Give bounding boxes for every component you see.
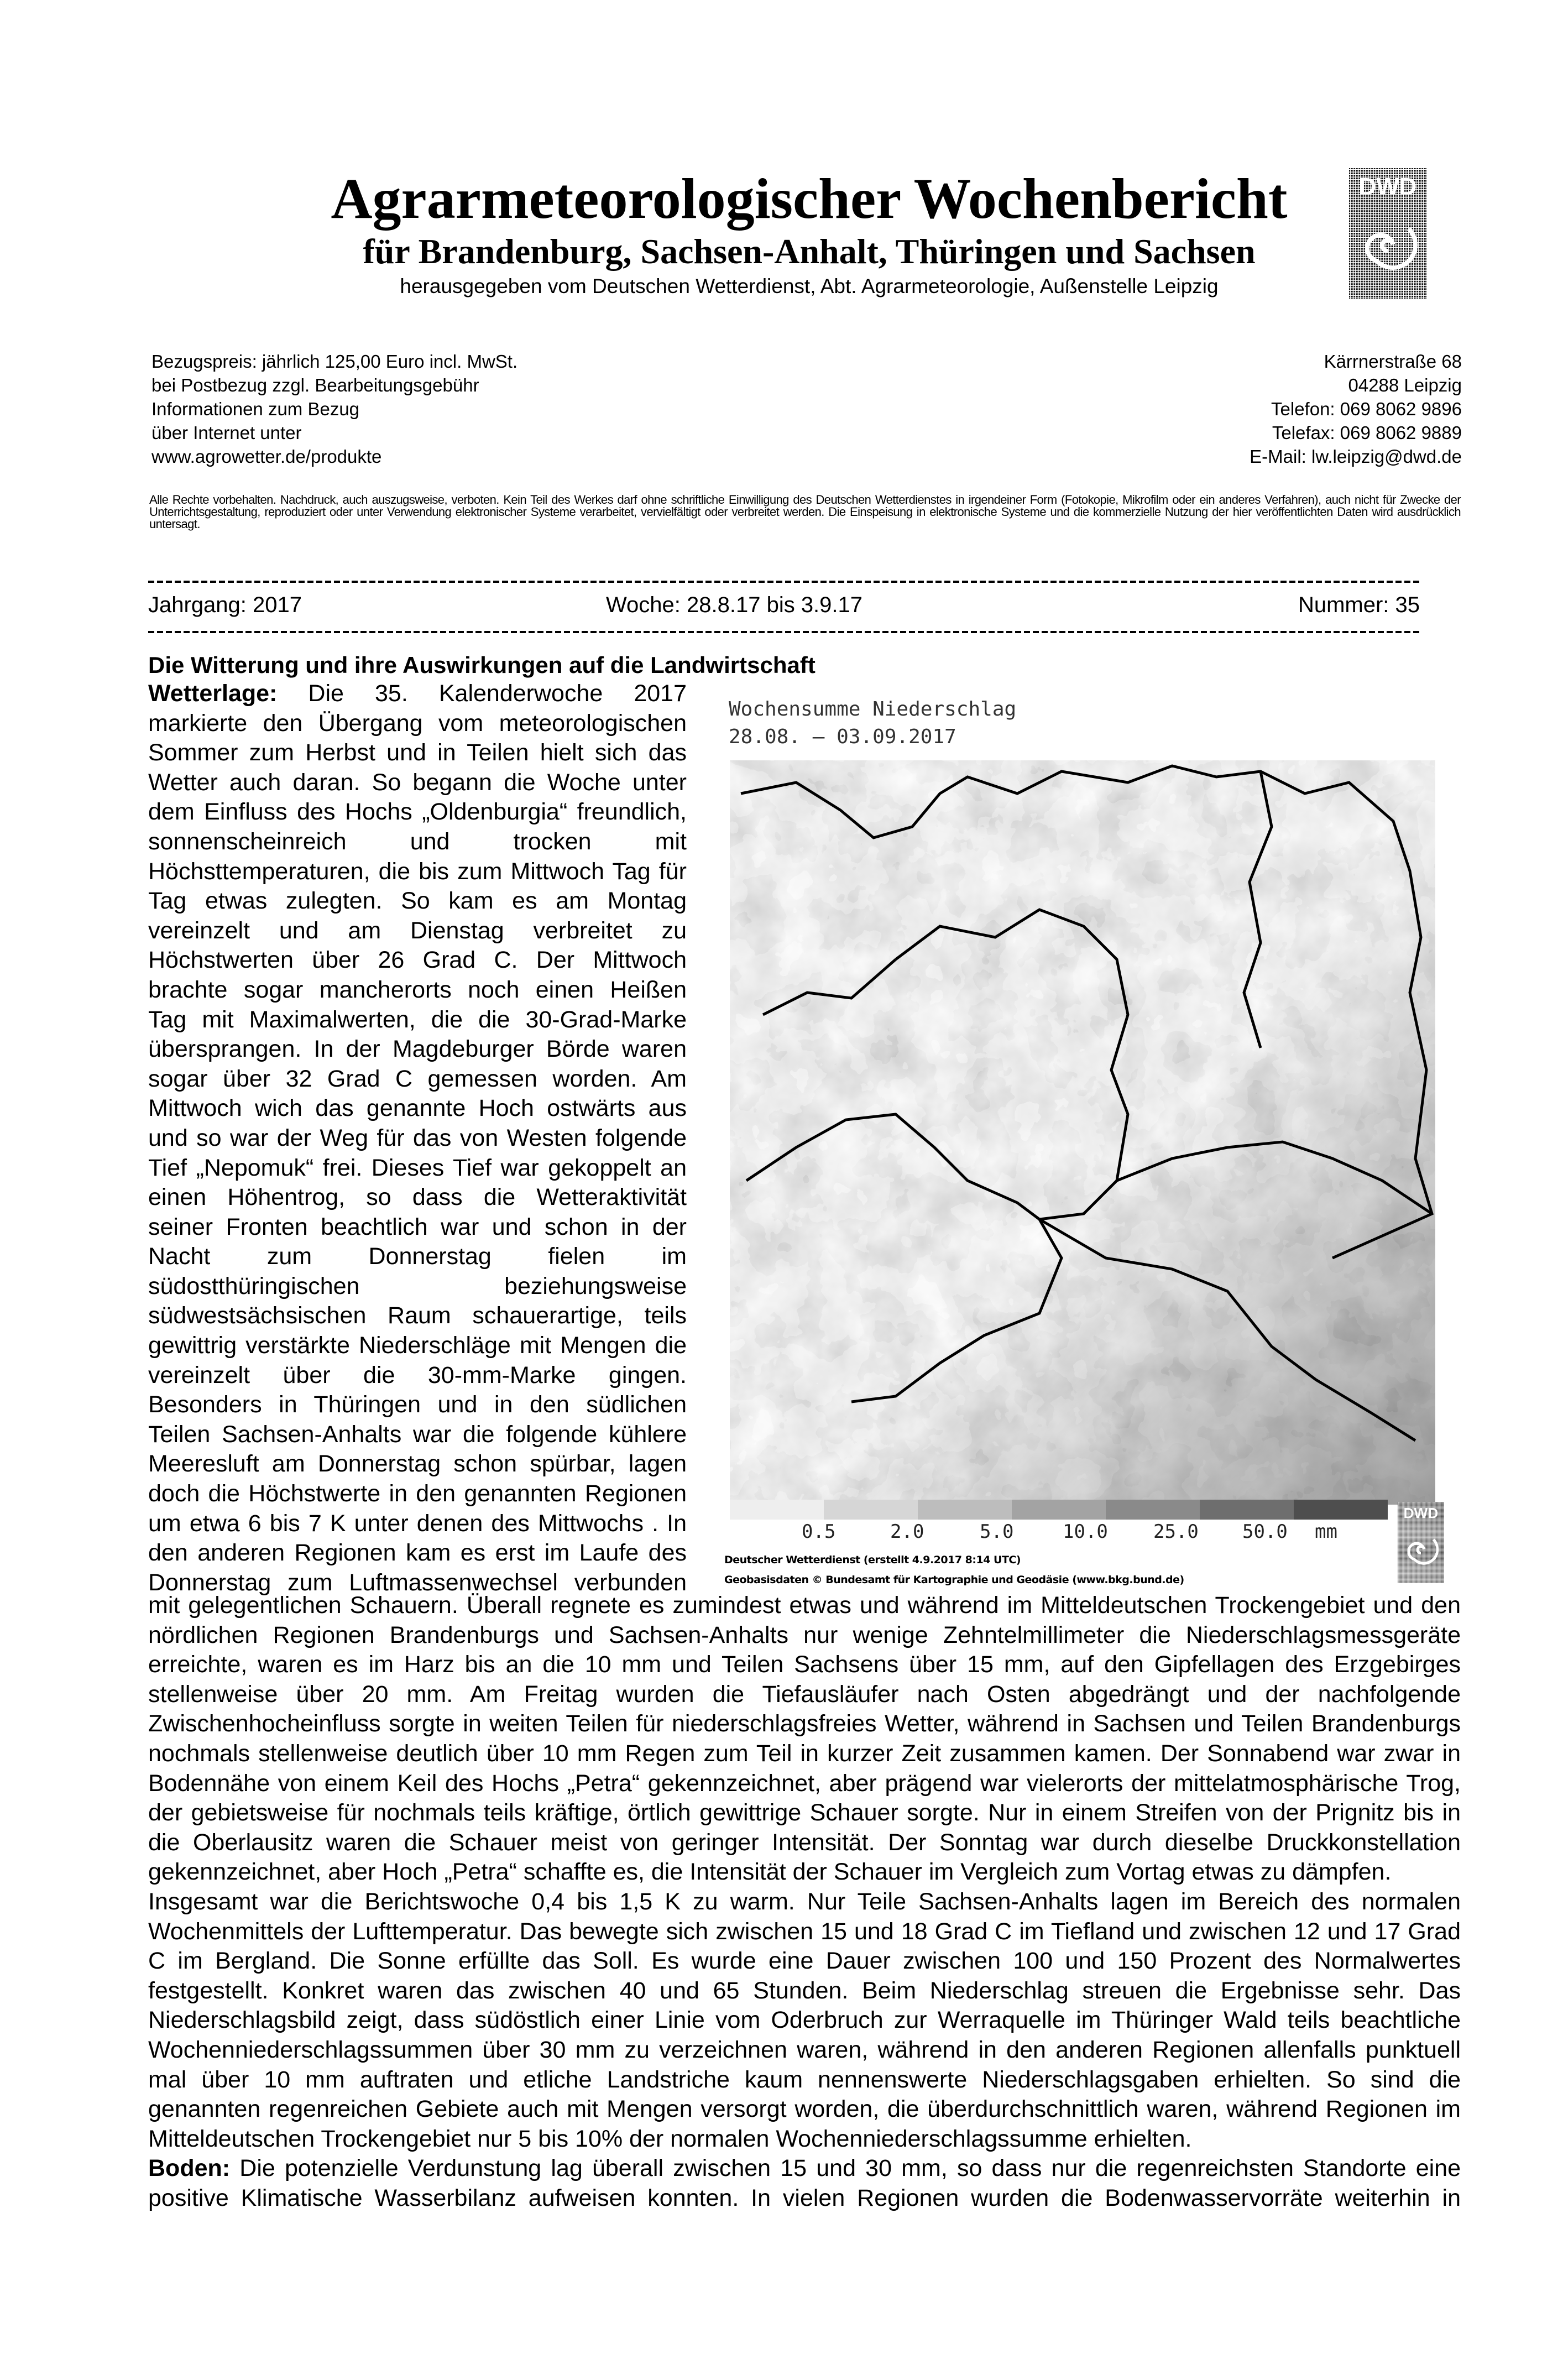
text-line: [148, 2154, 1461, 2184]
text-line: [148, 975, 687, 1005]
line-text: erreichte, waren es im Harz bis an die 10 mm und Teilen Sachsens über 15 mm, auf den Gipfellagen des Erzgebirges: [148, 1651, 1461, 1678]
legend-label: 2.0: [890, 1521, 924, 1543]
line-text: Nacht zum Donnerstag fielen im: [148, 1243, 687, 1270]
line-text: einen Höhentrog, so dass die Wetteraktivität: [148, 1184, 687, 1211]
legend-label: 10.0: [1063, 1521, 1108, 1543]
legend-swatch: [1294, 1500, 1388, 1520]
line-text: Sommer zum Herbst und in Teilen hielt sich das: [148, 739, 687, 766]
week-range: Woche: 28.8.17 bis 3.9.17: [606, 593, 863, 617]
text-line: [148, 1213, 687, 1243]
text-line: [148, 709, 687, 739]
line-text: nördlichen Regionen Brandenburgs und Sachsen-Anhalts nur wenige Zehntelmillimeter die Niederschlagsmessgeräte: [148, 1621, 1461, 1648]
divider: [148, 581, 1420, 583]
text-line: [148, 1183, 687, 1213]
dwd-logo-small: [1398, 1502, 1444, 1583]
line-text: sogar über 32 Grad C gemessen worden. Am: [148, 1065, 687, 1092]
line-text: Die potenzielle Verdunstung lag überall zwischen 15 und 30 mm, so dass nur die regenreichsten Standorte eine: [230, 2155, 1461, 2182]
text-line: [148, 1769, 1461, 1799]
paragraph-label: Boden:: [148, 2155, 231, 2182]
map-title-main: Wochensumme Niederschlag: [729, 698, 1017, 721]
text-line: [148, 1390, 687, 1420]
svg-text:DWD: DWD: [1403, 1505, 1439, 1522]
line-text: Wochenniederschlagssummen über 30 mm zu verzeichnen waren, während in den anderen Regionen allenfalls punktuell: [148, 2036, 1461, 2063]
text-line: [148, 1828, 1461, 1858]
subscription-info: [151, 349, 517, 468]
report-title: Agrarmeteorologischer Wochenbericht: [331, 167, 1288, 231]
contact-city: 04288 Leipzig: [1348, 375, 1462, 395]
line-text: Höchsttemperaturen, die bis zum Mittwoch Tag für: [148, 858, 687, 885]
line-text: Tief „Nepomuk“ frei. Dieses Tief war gekoppelt an: [148, 1154, 687, 1181]
text-line: [148, 1917, 1461, 1947]
line-text: die Oberlausitz waren die Schauer meist von geringer Intensität. Der Sonntag war durch dieselbe Druckkonstellation: [148, 1829, 1461, 1856]
text-line: [148, 1301, 687, 1331]
text-line: [148, 1479, 687, 1509]
text-line: [148, 1124, 687, 1154]
line-text: südwestsächsischen Raum schauerartige, teils: [148, 1302, 687, 1329]
line-text: den anderen Regionen kam es erst im Laufe des: [148, 1539, 687, 1567]
legend-label: 50.0: [1242, 1521, 1288, 1543]
line-text: Donnerstag zum Luftmassenwechsel verbunden: [148, 1569, 687, 1596]
legend-label: 25.0: [1153, 1521, 1199, 1543]
text-line: [148, 1035, 687, 1064]
text-line: [148, 1420, 687, 1450]
line-text: brachte sogar mancherorts noch einen Heißen: [148, 976, 687, 1003]
line-text: festgestellt. Konkret waren das zwischen 40 und 65 Stunden. Beim Niederschlag streuen die Ergebnisse sehr. Das: [148, 1977, 1461, 2004]
line-text: gewittrig verstärkte Niederschläge mit Mengen die: [148, 1332, 687, 1359]
section-heading: Die Witterung und ihre Auswirkungen auf die Landwirtschaft: [148, 652, 816, 678]
text-line: [148, 797, 687, 827]
line-text: positive Klimatische Wasserbilanz aufweisen konnten. In vielen Regionen wurden die Bodenwasservorräte weiterhin in: [148, 2184, 1461, 2211]
text-line: [148, 1680, 1461, 1710]
text-line: [148, 1709, 1461, 1739]
text-line: [148, 1946, 1461, 1976]
map-geodata-credit: Geobasisdaten © Bundesamt für Kartographie und Geodäsie (www.bkg.bund.de): [724, 1574, 1184, 1586]
text-line: [148, 679, 687, 709]
text-column-full: [148, 1591, 1461, 2213]
legend-swatch: [918, 1500, 1012, 1520]
info-url: www.agrowetter.de/produkte: [151, 446, 382, 467]
text-line: [148, 1331, 687, 1361]
svg-text:DWD: DWD: [1358, 173, 1417, 200]
line-text: mit gelegentlichen Schauern. Überall regnete es zumindest etwas und während im Mitteldeutschen Trockengebiet und den: [148, 1592, 1461, 1619]
line-text: Zwischenhocheinfluss sorgte in weiten Teilen für niederschlagsfreies Wetter, während in Sachsen und Teilen Brandenburgs: [148, 1710, 1461, 1737]
line-text: Mitteldeutschen Trockengebiet nur 5 bis 10% der normalen Wochenniederschlagssumme erhielten.: [148, 2125, 1192, 2152]
legend-swatch: [824, 1500, 918, 1520]
map-title: [729, 696, 1016, 751]
text-line: [148, 1361, 687, 1391]
text-line: [148, 2065, 1461, 2095]
paragraph-label: Wetterlage:: [148, 680, 278, 707]
line-text: südostthüringischen beziehungsweise: [148, 1272, 687, 1299]
text-line: [148, 1798, 1461, 1828]
line-text: Teilen Sachsen-Anhalts war die folgende kühlere: [148, 1421, 687, 1448]
contact-fax: Telefax: 069 8062 9889: [1272, 422, 1462, 443]
legend-swatch: [1106, 1500, 1200, 1520]
line-text: sonnenscheinreich und trocken mit: [148, 828, 687, 855]
text-line: [148, 946, 687, 975]
dwd-logo: [1349, 168, 1426, 299]
line-text: um etwa 6 bis 7 K unter denen des Mittwochs . In: [148, 1510, 687, 1537]
map-title-dates: 28.08. – 03.09.2017: [729, 726, 956, 748]
contact-phone: Telefon: 069 8062 9896: [1271, 399, 1462, 419]
line-text: Tag mit Maximalwerten, die die 30-Grad-Marke: [148, 1006, 687, 1033]
text-line: [148, 1857, 1461, 1887]
line-text: nochmals stellenweise deutlich über 10 mm Regen zum Teil in kurzer Zeit zusammen kamen. Der Sonnabend war zwar in: [148, 1740, 1461, 1767]
legend-label: 5.0: [980, 1521, 1014, 1543]
contact-email: E-Mail: lw.leipzig@dwd.de: [1250, 446, 1462, 467]
info-subscription: Informationen zum Bezug: [151, 399, 360, 419]
line-text: Bodennähe von einem Keil des Hochs „Petra“ gekennzeichnet, aber prägend war vielerorts der mittelatmosphärische Trog,: [148, 1770, 1461, 1797]
line-text: Wetter auch daran. So begann die Woche unter: [148, 769, 687, 796]
line-text: Höchstwerten über 26 Grad C. Der Mittwoch: [148, 947, 687, 974]
line-text: Die 35. Kalenderwoche 2017: [277, 680, 687, 707]
line-text: doch die Höchstwerte in den genannten Regionen: [148, 1480, 687, 1507]
line-text: Besonders in Thüringen und in den südlichen: [148, 1391, 687, 1418]
text-line: [148, 2095, 1461, 2125]
line-text: seiner Fronten beachtlich war und schon in der: [148, 1213, 687, 1240]
text-line: [148, 1887, 1461, 1917]
issue-meta: [148, 593, 1420, 622]
legend-label: 0.5: [802, 1521, 836, 1543]
contact-street: Kärrnerstraße 68: [1324, 351, 1462, 372]
line-text: gekennzeichnet, aber Hoch „Petra“ schaffte es, die Intensität der Schauer im Vergleich zum Vortag etwas zu dämpfen.: [148, 1859, 1392, 1886]
text-column-left: [148, 679, 687, 1598]
text-line: [148, 916, 687, 946]
text-line: [148, 768, 687, 798]
copyright-notice: Alle Rechte vorbehalten. Nachdruck, auch auszugsweise, verboten. Kein Teil des Werkes darf ohne schriftliche Einwilligung des Deutschen Wetterdienstes in irgendeiner Form (Fotokopie, Mikrofilm oder ein anderes Verfahren), auch nicht für Zwecke der Unterrichtsgestaltung, reproduziert oder unter Verwendung elektronischer Systeme verarbeitet, vervielfältigt oder verbreitet werden. Die Einspeisung in elektronische Systeme und die kommerzielle Nutzung der hier veröffentlichten Daten wird ausdrücklich untersagt.: [149, 493, 1461, 531]
line-text: Insgesamt war die Berichtswoche 0,4 bis 1,5 K zu warm. Nur Teile Sachsen-Anhalts lagen im Bereich des normalen: [148, 1888, 1461, 1915]
text-line: [148, 1242, 687, 1272]
text-line: [148, 1538, 687, 1568]
line-text: dem Einfluss des Hochs „Oldenburgia“ freundlich,: [148, 798, 687, 826]
line-text: Niederschlagsbild zeigt, dass südöstlich einer Linie vom Oderbruch zur Werraquelle im Thüringer Wald teils beachtliche: [148, 2007, 1461, 2034]
text-line: [148, 1272, 687, 1302]
volume: Jahrgang: 2017: [148, 593, 302, 617]
line-text: C im Bergland. Die Sonne erfüllte das Soll. Es wurde eine Dauer zwischen 100 und 150 Prozent des Normalwertes: [148, 1948, 1461, 1975]
text-line: [148, 738, 687, 768]
info-price: Bezugspreis: jährlich 125,00 Euro incl. MwSt.: [151, 351, 518, 372]
precipitation-map: [730, 760, 1435, 1505]
text-line: [148, 857, 687, 887]
map-credit: Deutscher Wetterdienst (erstellt 4.9.2017 8:14 UTC): [724, 1554, 1021, 1566]
report-subtitle: für Brandenburg, Sachsen-Anhalt, Thüringen und Sachsen: [363, 232, 1256, 271]
legend-unit: mm: [1315, 1521, 1337, 1543]
line-text: übersprangen. In der Magdeburger Börde waren: [148, 1036, 687, 1063]
text-line: [148, 1739, 1461, 1769]
line-text: vereinzelt und am Dienstag verbreitet zu: [148, 917, 687, 944]
text-line: [148, 1621, 1461, 1651]
text-line: [148, 1005, 687, 1035]
line-text: der gebietsweise für nochmals teils kräftige, örtlich gewittrige Schauer sorgte. Nur in einem Streifen von der Prignitz bis in: [148, 1799, 1461, 1826]
text-line: [148, 2125, 1461, 2154]
line-text: Mittwoch wich das genannte Hoch ostwärts aus: [148, 1095, 687, 1122]
text-line: [148, 1509, 687, 1539]
line-text: markierte den Übergang vom meteorologischen: [148, 709, 687, 737]
legend-swatch: [1012, 1500, 1106, 1520]
text-line: [148, 1064, 687, 1094]
line-text: mal über 10 mm auftraten und etliche Landstriche kaum nennenswerte Niederschlagsgaben erhielten. So sind die: [148, 2066, 1461, 2093]
text-line: [148, 2184, 1461, 2214]
text-line: [148, 1591, 1461, 1621]
text-line: [148, 1650, 1461, 1680]
text-line: [148, 827, 687, 857]
legend-swatch: [1200, 1500, 1294, 1520]
text-line: [148, 2006, 1461, 2035]
line-text: Tag etwas zulegten. So kam es am Montag: [148, 888, 687, 915]
text-line: [148, 1154, 687, 1183]
info-fee: bei Postbezug zzgl. Bearbeitungsgebühr: [151, 375, 479, 395]
text-line: [148, 1094, 687, 1124]
info-internet: über Internet unter: [151, 422, 302, 443]
line-text: genannten regenreichen Gebiete auch mit Mengen versorgt worden, die überdurchschnittlich waren, während Regionen im: [148, 2096, 1461, 2123]
divider: [148, 631, 1420, 633]
line-text: Wochenmittels der Lufttemperatur. Das bewegte sich zwischen 15 und 18 Grad C im Tiefland und zwischen 12 und 17 Grad: [148, 1918, 1461, 1945]
text-line: [148, 886, 687, 916]
line-text: und so war der Weg für das von Westen folgende: [148, 1124, 687, 1151]
text-line: [148, 1449, 687, 1479]
line-text: stellenweise über 20 mm. Am Freitag wurden die Tiefausläufer nach Osten abgedrängt und der nachfolgende: [148, 1680, 1461, 1708]
map-legend: [730, 1500, 1388, 1520]
text-line: [148, 1976, 1461, 2006]
line-text: Meeresluft am Donnerstag schon spürbar, lagen: [148, 1450, 687, 1478]
contact-info: [1250, 349, 1462, 468]
line-text: vereinzelt über die 30-mm-Marke gingen.: [148, 1361, 687, 1389]
issue-number: Nummer: 35: [1298, 593, 1420, 617]
publisher-line: herausgegeben vom Deutschen Wetterdienst, Abt. Agrarmeteorologie, Außenstelle Leipzig: [400, 275, 1219, 298]
legend-swatch: [730, 1500, 824, 1520]
text-line: [148, 2035, 1461, 2065]
